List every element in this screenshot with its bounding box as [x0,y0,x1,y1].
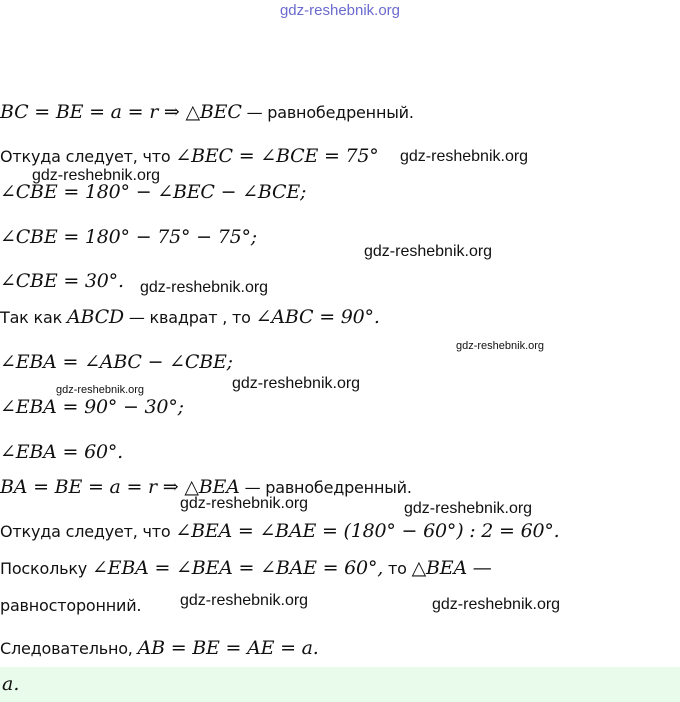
text-fragment: Поскольку [0,559,88,578]
text-fragment: Следовательно, [0,639,133,658]
math-expression: △BEA — [411,557,492,579]
math-expression: ∠EBA = 60°. [0,441,123,463]
watermark: gdz-reshebnik.org [400,148,529,165]
text-fragment: — квадрат , то [128,308,251,327]
line-6 [0,306,380,328]
math-expression: ∠EBA = 90° − 30°; [0,396,184,418]
watermark: gdz-reshebnik.org [56,384,145,396]
line-4 [0,226,257,248]
text-fragment: — равнобедренный. [244,478,412,497]
watermark: gdz-reshebnik.org [180,592,309,609]
answer-value: a. [2,673,20,695]
text-fragment: то [387,559,407,578]
text-fragment: равносторонний. [0,596,142,615]
header-watermark: gdz-reshebnik.org [279,2,401,19]
math-expression: BC = BE = a = r ⇒ △BEC [0,101,242,123]
watermark: gdz-reshebnik.org [140,279,269,296]
line-13 [0,596,141,615]
math-expression: ∠BEC = ∠BCE = 75° [175,145,379,167]
math-expression: AB = BE = AE = a. [137,637,319,659]
math-expression: ∠BEA = ∠BAE = (180° − 60°) : 2 = 60°. [175,520,560,542]
line-8 [0,396,184,418]
text-fragment: Так как [0,308,63,327]
math-expression: ∠CBE = 30°. [0,270,124,292]
answer-box [0,667,680,702]
watermark: gdz-reshebnik.org [32,167,161,184]
math-expression: ∠EBA = ∠BEA = ∠BAE = 60°, [91,557,384,579]
math-expression: BA = BE = a = r ⇒ △BEA [0,476,240,498]
watermark: gdz-reshebnik.org [432,596,561,613]
watermark: gdz-reshebnik.org [456,340,545,352]
watermark: gdz-reshebnik.org [364,243,493,260]
watermark: gdz-reshebnik.org [404,500,533,517]
line-7 [0,351,233,373]
line-2 [0,145,379,167]
text-fragment: Откуда следует, что [0,147,171,166]
text-fragment: Откуда следует, что [0,522,171,541]
math-expression: ∠ABC = 90°. [255,306,380,328]
math-expression: ∠CBE = 180° − 75° − 75°; [0,226,258,248]
watermark: gdz-reshebnik.org [180,495,309,512]
math-expression: ABCD [66,306,124,328]
line-5 [0,270,124,292]
math-expression: ∠CBE = 180° − ∠BEC − ∠BCE; [0,181,307,203]
line-9 [0,441,123,463]
math-expression: ∠EBA = ∠ABC − ∠CBE; [0,351,233,373]
line-1 [0,101,414,123]
watermark: gdz-reshebnik.org [232,375,361,392]
line-11 [0,520,560,542]
line-12 [0,557,492,579]
text-fragment: — равнобедренный. [246,103,414,122]
line-14 [0,637,319,659]
